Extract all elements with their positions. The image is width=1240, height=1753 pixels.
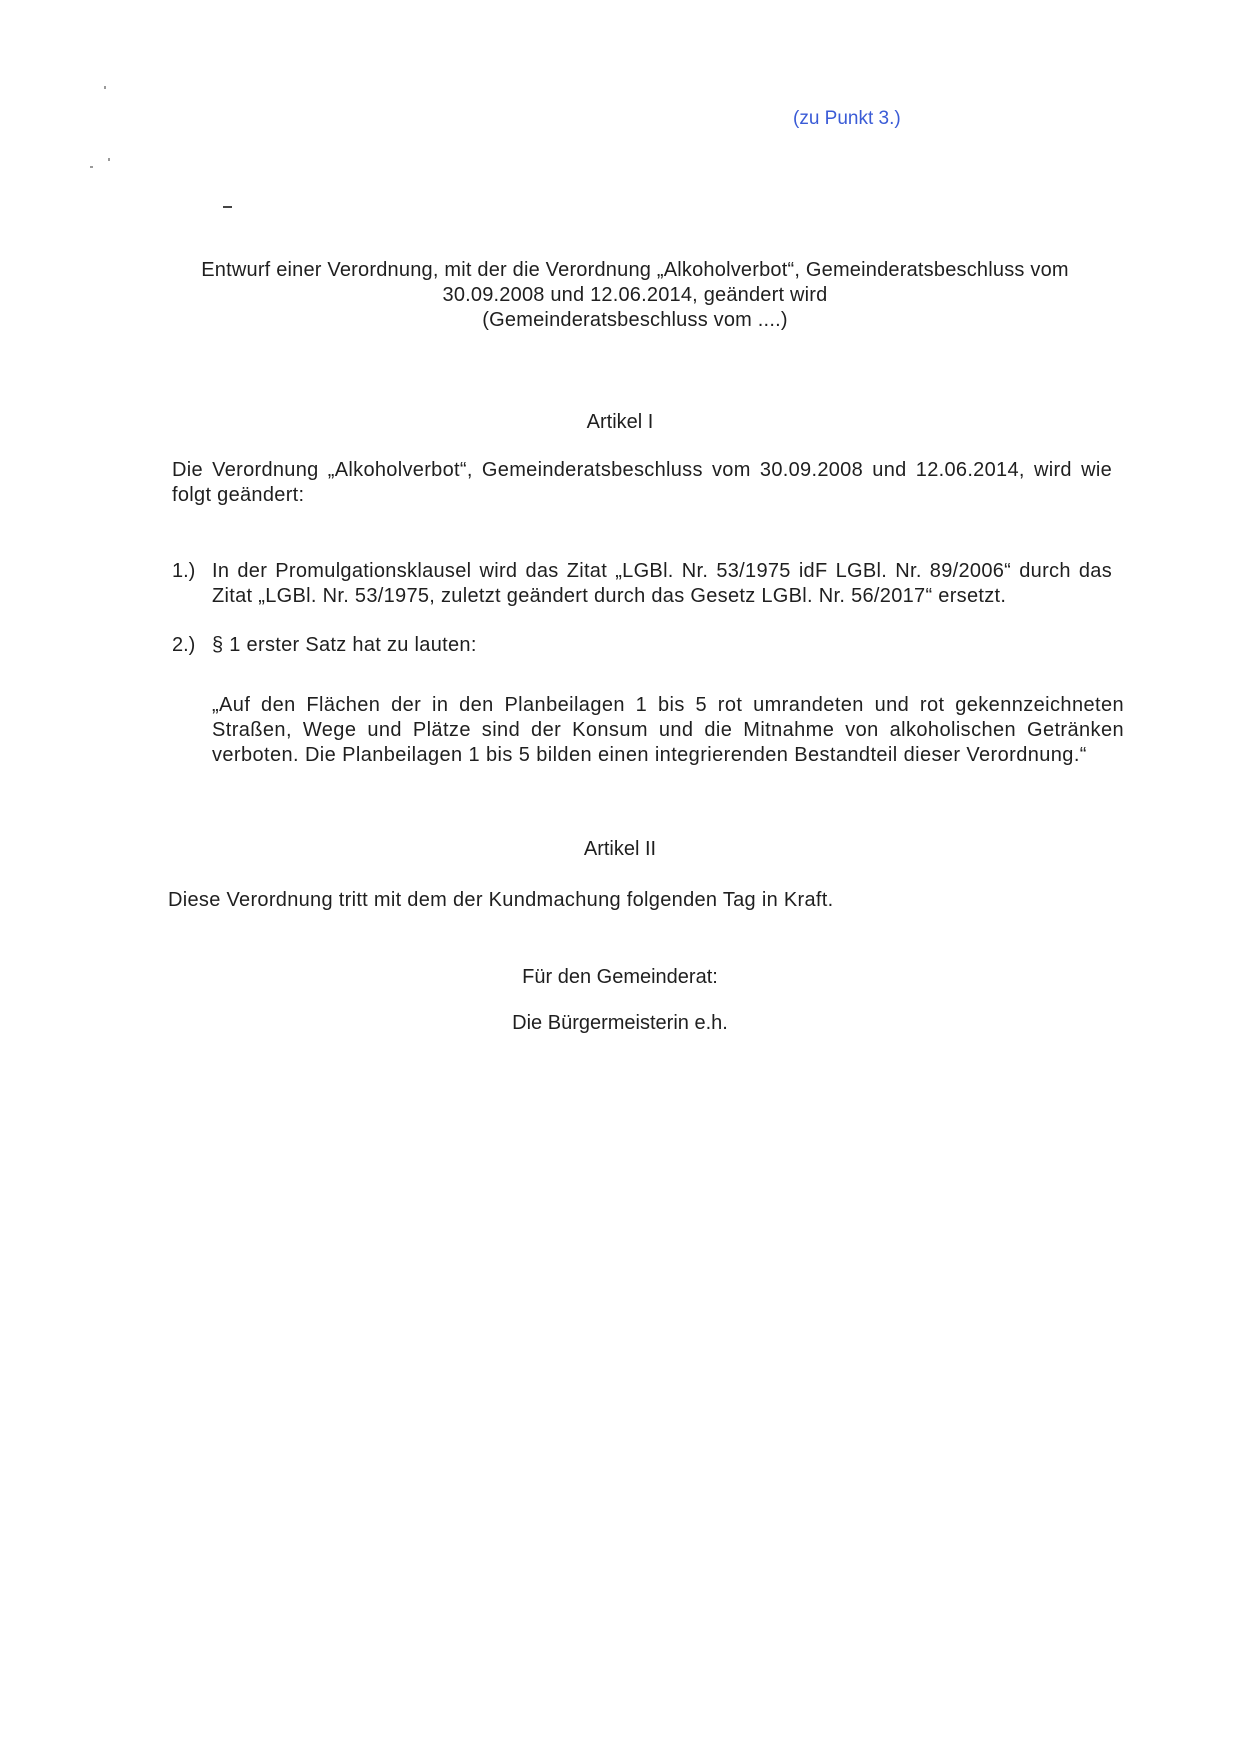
- article-2-heading: Artikel II: [583, 838, 657, 860]
- list-item: [172, 633, 1112, 658]
- title-line: 30.09.2008 und 12.06.2014, geändert wird: [442, 284, 828, 306]
- signature-mayor: Die Bürgermeisterin e.h.: [512, 1012, 728, 1034]
- article-1-intro: Die Verordnung „Alkoholverbot“, Gemeinderatsbeschluss vom 30.09.2008 und 12.06.2014, wird wie folgt geändert:: [172, 459, 1112, 506]
- article-2-text: Diese Verordnung tritt mit dem der Kundmachung folgenden Tag in Kraft.: [168, 889, 834, 911]
- item-text: § 1 erster Satz hat zu lauten:: [212, 634, 477, 656]
- item-number: 2.): [172, 634, 196, 656]
- amended-text-quote: „Auf den Flächen der in den Planbeilagen 1 bis 5 rot umrandeten und rot gekennzeichneten Straßen, Wege und Plätze sind der Konsum und die Mitnahme von alkoholischen Getränken verboten. Die Planbeilagen 1 bis 5 bilden einen integrierenden Bestandteil dieser Verordnung.“: [212, 694, 1124, 766]
- scan-artifact: [90, 166, 93, 168]
- agenda-reference: (zu Punkt 3.): [793, 108, 901, 129]
- title-line: (Gemeinderatsbeschluss vom ....): [482, 309, 788, 331]
- list-item: [172, 559, 1112, 609]
- item-text: In der Promulgationsklausel wird das Zitat „LGBl. Nr. 53/1975 idF LGBl. Nr. 89/2006“ durch das Zitat „LGBl. Nr. 53/1975, zuletzt geändert durch das Gesetz LGBl. Nr. 56/2017“ ersetzt.: [212, 560, 1112, 607]
- document-title: [140, 258, 1130, 333]
- signature-for-council: Für den Gemeinderat:: [522, 966, 718, 988]
- scan-artifact: [223, 206, 232, 208]
- article-1-heading: Artikel I: [586, 411, 654, 433]
- scan-artifact: [104, 86, 106, 89]
- item-number: 1.): [172, 560, 196, 582]
- scan-artifact: [108, 158, 110, 161]
- title-line: Entwurf einer Verordnung, mit der die Verordnung „Alkoholverbot“, Gemeinderatsbeschluss vom: [201, 259, 1069, 281]
